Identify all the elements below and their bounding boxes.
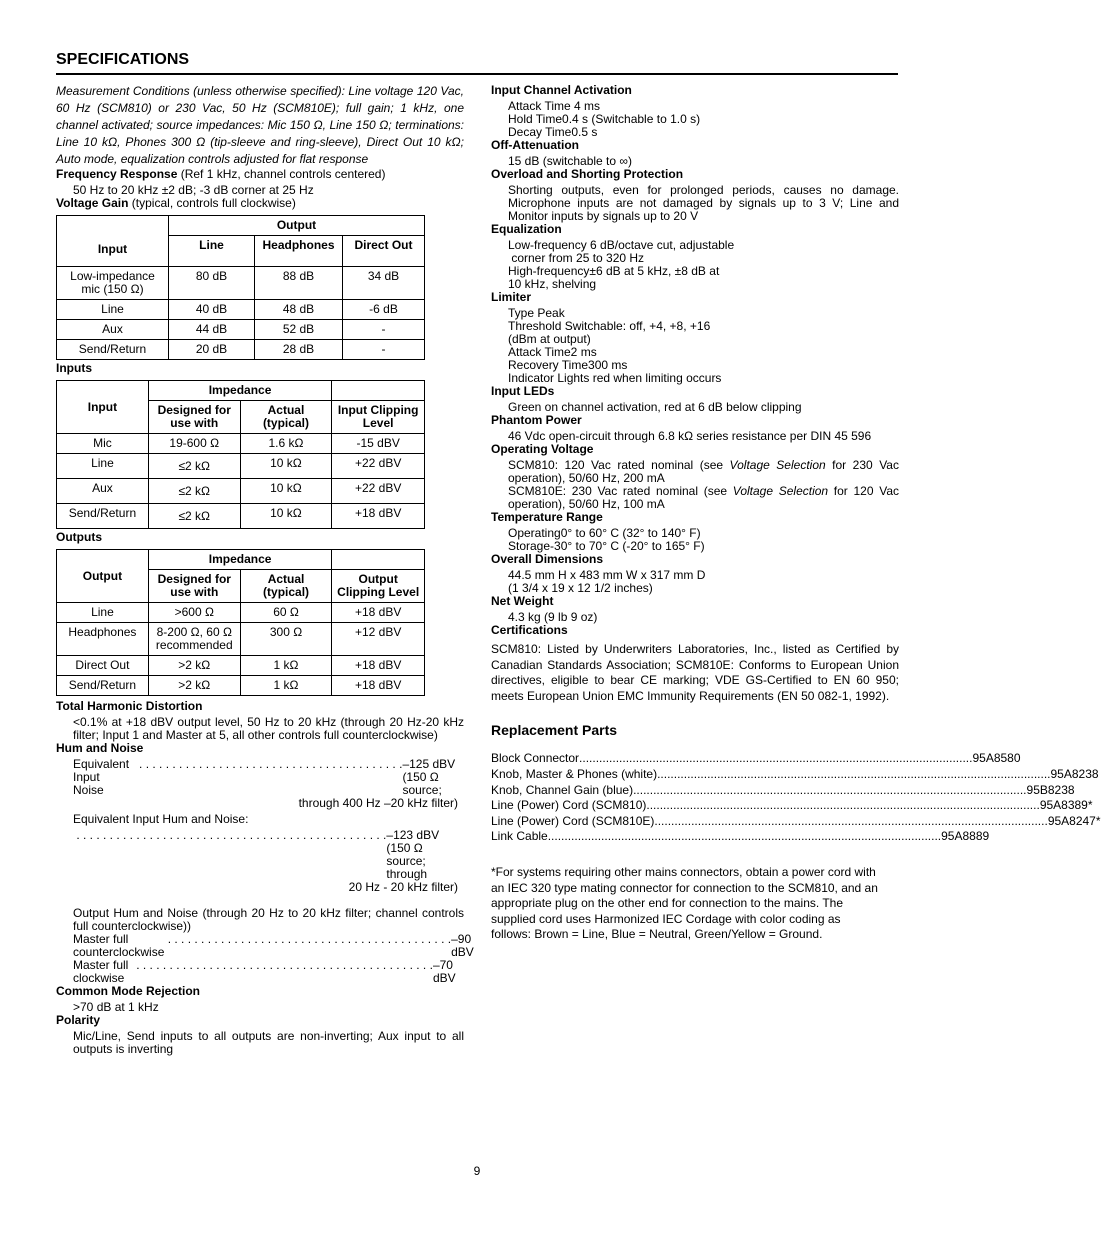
table-row: [57, 479, 425, 504]
eihn-row: [73, 829, 464, 881]
inputs-col-clip: Input Clipping Level: [332, 401, 425, 434]
operating-voltage-heading: Operating Voltage: [491, 442, 594, 456]
table-cell: 80 dB: [169, 267, 255, 300]
ohn-text: Output Hum and Noise (through 20 Hz to 20 kHz filter; channel controls full counterclockwise)): [73, 906, 464, 933]
table-cell: >2 kΩ: [148, 656, 240, 676]
limiter-line: Recovery Time300 ms: [508, 358, 628, 372]
ica-heading: Input Channel Activation: [491, 83, 632, 97]
outputs-table: [56, 549, 425, 696]
table-row: [57, 434, 425, 454]
table-cell: +22 dBV: [332, 454, 425, 479]
ein-label: Equivalent Input Noise: [73, 757, 130, 797]
table-cell: >2 kΩ: [148, 676, 240, 696]
table-row: [57, 656, 425, 676]
eq-line: High-frequency±6 dB at 5 kHz, ±8 dB at: [508, 264, 720, 278]
ein-value: –125 dBV (150 Ω source;: [402, 757, 456, 797]
dimensions-block: [491, 569, 899, 595]
gain-sub-direct: Direct Out: [343, 236, 425, 267]
table-cell: Send/Return: [57, 340, 169, 360]
ica-line: Hold Time0.4 s (Switchable to 1.0 s): [508, 112, 701, 126]
equalization-block: [491, 239, 899, 291]
limiter-line: Indicator Lights red when limiting occurs: [508, 371, 722, 385]
title-rule: [56, 73, 898, 75]
phantom-power-heading: Phantom Power: [491, 413, 582, 427]
gain-sub-line: Line: [169, 236, 255, 267]
table-cell: Line: [57, 603, 149, 623]
cmr-value: >70 dB at 1 kHz: [73, 1000, 159, 1014]
frequency-response-note: (Ref 1 kHz, channel controls centered): [177, 167, 386, 181]
outputs-label: Outputs: [56, 530, 102, 544]
table-cell: Headphones: [57, 623, 149, 656]
table-row: [57, 320, 425, 340]
table-cell: 40 dB: [169, 300, 255, 320]
table-cell: 20 dB: [169, 340, 255, 360]
table-cell: 8-200 Ω, 60 Ω recommended: [148, 623, 240, 656]
ohn-ccw-row: [73, 932, 474, 959]
table-cell: -: [343, 340, 425, 360]
table-row: [57, 603, 425, 623]
temperature-heading: Temperature Range: [491, 510, 603, 524]
temp-line: Storage-30° to 70° C (-20° to 165° F): [508, 539, 705, 553]
eq-line: corner from 25 to 320 Hz: [508, 251, 645, 265]
table-cell: 34 dB: [343, 267, 425, 300]
thd-heading: Total Harmonic Distortion: [56, 699, 203, 713]
overload-value: Shorting outputs, even for prolonged periods, causes no damage. Microphone inputs are not damaged by signals up to 3 V; Line and Monitor inputs by signals up to 20 V: [508, 183, 899, 223]
table-row: [57, 623, 425, 656]
outputs-col-blank: [332, 550, 425, 570]
frequency-response: [56, 168, 464, 181]
table-cell: 44 dB: [169, 320, 255, 340]
table-cell: Send/Return: [57, 504, 149, 529]
polarity-value: Mic/Line, Send inputs to all outputs are non-inverting; Aux input to all outputs is inverting: [73, 1029, 464, 1056]
dim-line: 44.5 mm H x 483 mm W x 317 mm D: [508, 568, 706, 582]
ohn-ccw-value: –90 dBV: [451, 932, 474, 959]
voltage-gain-note: (typical, controls full clockwise): [128, 196, 296, 210]
list-item: Knob, Channel Gain (blue) ...................................................................................................................... 95B8238: [491, 782, 1075, 797]
table-row: [57, 267, 425, 300]
list-item: Line (Power) Cord (SCM810E) ...................................................................................................................... 95A8247*: [491, 813, 1101, 828]
voltage-gain-heading: Voltage Gain: [56, 196, 129, 210]
table-cell: 10 kΩ: [240, 454, 332, 479]
polarity-heading: Polarity: [56, 1013, 101, 1027]
list-item: Knob, Master & Phones (white) ...................................................................................................................... 95A8238: [491, 766, 1099, 781]
table-cell: ≤2 kΩ: [148, 504, 240, 529]
overload-heading: Overload and Shorting Protection: [491, 167, 684, 181]
table-cell: 1.6 kΩ: [240, 434, 332, 454]
outputs-col-designed: Designed for use with: [148, 570, 240, 603]
table-cell: 1 kΩ: [240, 676, 332, 696]
ohn-cw-value: –70 dBV: [432, 958, 456, 985]
table-cell: Low-impedance mic (150 Ω): [57, 267, 169, 300]
table-cell: 10 kΩ: [240, 479, 332, 504]
input-leds-value: Green on channel activation, red at 6 dB below clipping: [508, 400, 802, 414]
list-item: Block Connector ...................................................................................................................... 95A8580: [491, 751, 1021, 766]
table-row: [57, 340, 425, 360]
table-cell: ≤2 kΩ: [148, 479, 240, 504]
outputs-col-clip: Output Clipping Level: [332, 570, 425, 603]
page-title: SPECIFICATIONS: [56, 51, 190, 68]
outputs-col-output: Output: [57, 550, 149, 603]
outputs-col-actual: Actual (typical): [240, 570, 332, 603]
temperature-block: [491, 527, 899, 553]
certifications-value: SCM810: Listed by Underwriters Laboratories, Inc., listed as Certified by Canadian Standards Association; SCM810E: Conforms to European Union directives, eligible to bear CE marking; VDE GS-Certified to EN 60 950; meets European Union EMC Immunity Requirements (EN 50 082-1, 1992).: [491, 642, 899, 703]
table-cell: +12 dBV: [332, 623, 425, 656]
left-column: [56, 83, 474, 1056]
eihn-value: –123 dBV (150 Ω source; through: [386, 828, 440, 881]
ein-value-2: through 400 Hz –20 kHz filter): [298, 796, 458, 810]
table-cell: 19-600 Ω: [148, 434, 240, 454]
gain-col-input: Input: [57, 216, 169, 267]
equalization-heading: Equalization: [491, 222, 562, 236]
table-cell: >600 Ω: [148, 603, 240, 623]
right-column: [491, 83, 1101, 943]
table-cell: 48 dB: [255, 300, 343, 320]
eq-line: Low-frequency 6 dB/octave cut, adjustable: [508, 238, 735, 252]
ov-line-1: SCM810: 120 Vac rated nominal (see Voltage Selection for 230 Vac operation), 50/60 Hz, 200 mA: [508, 458, 899, 485]
certifications-heading: Certifications: [491, 623, 568, 637]
table-cell: Aux: [57, 320, 169, 340]
cmr-heading: Common Mode Rejection: [56, 984, 201, 998]
dimensions-heading: Overall Dimensions: [491, 552, 604, 566]
table-cell: 88 dB: [255, 267, 343, 300]
table-row: [57, 676, 425, 696]
phantom-power-value: 46 Vdc open-circuit through 6.8 kΩ series resistance per DIN 45 596: [508, 429, 872, 443]
hum-noise-heading: Hum and Noise: [56, 741, 144, 755]
table-cell: 1 kΩ: [240, 656, 332, 676]
limiter-block: [491, 307, 899, 385]
outputs-col-impedance: Impedance: [148, 550, 332, 570]
leader-dots: . . . . . . . . . . . . . . . . . . . . . . . . . . . . . . . . . . . . . . . . . . . . .: [132, 958, 433, 972]
table-cell: Aux: [57, 479, 149, 504]
limiter-line: Threshold Switchable: off, +4, +8, +16: [508, 319, 711, 333]
dim-line: (1 3/4 x 19 x 12 1/2 inches): [508, 581, 653, 595]
eihn-value-2: 20 Hz - 20 kHz filter): [348, 880, 458, 894]
table-cell: +18 dBV: [332, 656, 425, 676]
eq-line: 10 kHz, shelving: [508, 277, 597, 291]
ica-line: Attack Time 4 ms: [508, 99, 601, 113]
ohn-ccw-label: Master full counterclockwise: [73, 932, 165, 959]
inputs-label: Inputs: [56, 361, 92, 375]
table-cell: 28 dB: [255, 340, 343, 360]
table-cell: +22 dBV: [332, 479, 425, 504]
table-cell: -6 dB: [343, 300, 425, 320]
table-row: [57, 454, 425, 479]
inputs-table: [56, 380, 425, 529]
measurement-conditions: Measurement Conditions (unless otherwise specified): Line voltage 120 Vac, 60 Hz (SCM810) or 230 Vac, 50 Hz (SCM810E); full gain; 1 kHz, one channel activated; source impedances: Mic 150 Ω, Line 150 Ω; terminations: Line 10 kΩ, Phones 300 Ω (tip-sleeve and ring-sleeve), Direct Out 10 kΩ; Auto mode, equalization controls adjusted for flat response: [56, 84, 464, 166]
table-cell: Mic: [57, 434, 149, 454]
voltage-gain: [56, 197, 464, 210]
frequency-response-value: 50 Hz to 20 kHz ±2 dB; -3 dB corner at 25 Hz: [73, 183, 314, 197]
limiter-line: Type Peak: [508, 306, 565, 320]
table-cell: Direct Out: [57, 656, 149, 676]
gain-col-output: Output: [169, 216, 425, 236]
leader-dots: . . . . . . . . . . . . . . . . . . . . . . . . . . . . . . . . . . . . . . . . . . . . . . .: [73, 828, 387, 842]
table-row: [57, 300, 425, 320]
page-number: 9: [473, 1164, 481, 1178]
gain-sub-headphones: Headphones: [255, 236, 343, 267]
inputs-col-blank: [332, 381, 425, 401]
input-leds-heading: Input LEDs: [491, 384, 555, 398]
inputs-col-designed: Designed for use with: [148, 401, 240, 434]
table-cell: ≤2 kΩ: [148, 454, 240, 479]
table-cell: +18 dBV: [332, 603, 425, 623]
limiter-line: (dBm at output): [508, 332, 591, 346]
ein-row: [73, 758, 464, 797]
table-cell: 52 dB: [255, 320, 343, 340]
inputs-col-impedance: Impedance: [148, 381, 331, 401]
eihn-label: Equivalent Input Hum and Noise:: [73, 812, 249, 826]
ohn-cw-row: [73, 959, 464, 985]
off-attenuation-value: 15 dB (switchable to ∞): [508, 154, 632, 168]
temp-line: Operating0° to 60° C (32° to 140° F): [508, 526, 701, 540]
ica-line: Decay Time0.5 s: [508, 125, 598, 139]
table-cell: 10 kΩ: [240, 504, 332, 529]
voltage-gain-table: [56, 215, 425, 360]
table-cell: -15 dBV: [332, 434, 425, 454]
list-item: Link Cable ...................................................................................................................... 95A8889: [491, 829, 990, 844]
hum-noise-block: [56, 757, 474, 985]
thd-value: <0.1% at +18 dBV output level, 50 Hz to 20 kHz (through 20 Hz-20 kHz filter; Input 1 and Master at 5, all other controls full counterclockwise): [73, 715, 464, 742]
table-row: [57, 504, 425, 529]
table-cell: -: [343, 320, 425, 340]
limiter-line: Attack Time2 ms: [508, 345, 597, 359]
table-cell: Line: [57, 454, 149, 479]
frequency-response-heading: Frequency Response: [56, 167, 178, 181]
table-cell: Send/Return: [57, 676, 149, 696]
ov-line-2: SCM810E: 230 Vac rated nominal (see Voltage Selection for 120 Vac operation), 50/60 Hz, 100 mA: [508, 484, 900, 511]
table-cell: +18 dBV: [332, 504, 425, 529]
table-cell: Line: [57, 300, 169, 320]
replacement-parts-title: Replacement Parts: [491, 722, 618, 739]
inputs-col-input: Input: [57, 381, 149, 434]
leader-dots: . . . . . . . . . . . . . . . . . . . . . . . . . . . . . . . . . . . . . . . . . . .: [164, 932, 452, 946]
table-cell: 300 Ω: [240, 623, 332, 656]
net-weight-heading: Net Weight: [491, 594, 554, 608]
list-item: Line (Power) Cord (SCM810) ...................................................................................................................... 95A8389*: [491, 798, 1093, 813]
power-cord-note: *For systems requiring other mains connectors, obtain a power cord with an IEC 320 type mating connector for connection to the SCM810, and an appropriate plug on the other end for connection to the mains. The supplied cord uses Harmonized IEC Cordage with color coding as follows: Brown = Line, Blue = Neutral, Green/Yellow = Ground.: [491, 864, 878, 942]
table-cell: 60 Ω: [240, 603, 332, 623]
operating-voltage-block: [491, 459, 899, 511]
ohn-cw-label: Master full clockwise: [73, 958, 129, 985]
parts-list: [491, 751, 1101, 845]
net-weight-value: 4.3 kg (9 lb 9 oz): [508, 610, 598, 624]
ica-block: [491, 100, 899, 139]
limiter-heading: Limiter: [491, 290, 532, 304]
leader-dots: . . . . . . . . . . . . . . . . . . . . . . . . . . . . . . . . . . . . . . . .: [129, 757, 403, 771]
inputs-col-actual: Actual (typical): [240, 401, 332, 434]
off-attenuation-heading: Off-Attenuation: [491, 138, 579, 152]
table-cell: +18 dBV: [332, 676, 425, 696]
